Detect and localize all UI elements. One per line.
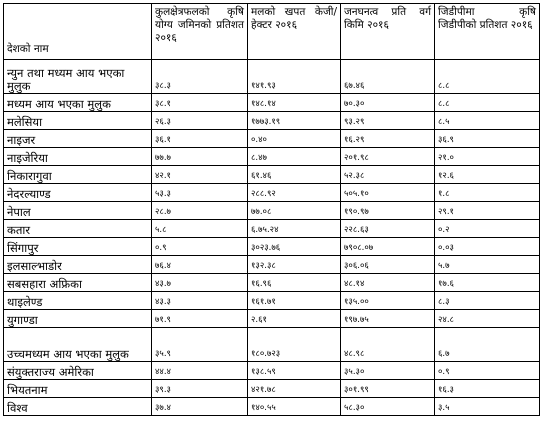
- agri-gdp-cell: ३६.९: [435, 130, 540, 148]
- country-cell: विश्व: [4, 398, 152, 416]
- arable-cell: ०.९: [152, 238, 248, 256]
- arable-cell: ३५.९: [152, 328, 248, 362]
- agri-gdp-cell: १६.३: [435, 380, 540, 398]
- agri-gdp-cell: २१.०: [435, 148, 540, 166]
- header-country: देशको नाम: [4, 4, 152, 60]
- density-cell: ५२.३८: [341, 166, 435, 184]
- table-row: [4, 94, 540, 112]
- table-row: [4, 380, 540, 398]
- table-row: [4, 398, 540, 416]
- agri-gdp-cell: ८.८: [435, 94, 540, 112]
- fertilizer-cell: १६.९६: [248, 274, 341, 292]
- country-cell: उच्चमध्यम आय भएका मुलुक: [4, 328, 152, 362]
- agri-gdp-cell: ८.३: [435, 292, 540, 310]
- table-row: [4, 292, 540, 310]
- header-agri-gdp: जिडीपीमा कृषि जिडीपीको प्रतिशत २०१६: [435, 4, 540, 60]
- fertilizer-cell: ६१.४६: [248, 166, 341, 184]
- arable-cell: ४३.७: [152, 274, 248, 292]
- header-density: जनघनत्व प्रति वर्ग किमि २०१६: [341, 4, 435, 60]
- table-row: [4, 148, 540, 166]
- agri-gdp-cell: १७.६: [435, 274, 540, 292]
- country-cell: नेपाल: [4, 202, 152, 220]
- arable-cell: ५३.३: [152, 184, 248, 202]
- table-row: [4, 328, 540, 362]
- table-row: [4, 256, 540, 274]
- agriculture-stats-table: [3, 3, 540, 416]
- agri-gdp-cell: ५.७: [435, 256, 540, 274]
- agri-gdp-cell: ०.२: [435, 220, 540, 238]
- fertilizer-cell: १८०.७२३: [248, 328, 341, 362]
- density-cell: ६७.४६: [341, 60, 435, 94]
- fertilizer-cell: १४१.९३: [248, 60, 341, 94]
- fertilizer-cell: ६.७५.२४: [248, 220, 341, 238]
- country-cell: सिंगापुर: [4, 238, 152, 256]
- fertilizer-cell: ७७.०८: [248, 202, 341, 220]
- arable-cell: २८.७: [152, 202, 248, 220]
- density-cell: ४८.१४: [341, 274, 435, 292]
- table-row: [4, 112, 540, 130]
- table-row: [4, 238, 540, 256]
- arable-cell: ७७.७: [152, 148, 248, 166]
- country-cell: निकारागुवा: [4, 166, 152, 184]
- country-cell: युगाण्डा: [4, 310, 152, 328]
- header-arable-land: कुलक्षेत्रफलको कृषि योग्य जमिनको प्रतिशत २०१६: [152, 4, 248, 60]
- country-cell: इलसाल्भाडोर: [4, 256, 152, 274]
- agri-gdp-cell: २४.८: [435, 310, 540, 328]
- density-cell: ५८.३०: [341, 398, 435, 416]
- density-cell: ५०५.१०: [341, 184, 435, 202]
- agri-gdp-cell: ६.७: [435, 328, 540, 362]
- country-cell: कतार: [4, 220, 152, 238]
- fertilizer-cell: १४८.१४: [248, 94, 341, 112]
- arable-cell: ३६.१: [152, 130, 248, 148]
- arable-cell: ४२.१: [152, 166, 248, 184]
- fertilizer-cell: १३८.५९: [248, 362, 341, 380]
- country-cell: भियतनाम: [4, 380, 152, 398]
- density-cell: १९७.७५: [341, 310, 435, 328]
- header-fertilizer: मलको खपत केजी/ हेक्टर २०१६: [248, 4, 341, 60]
- density-cell: ३०६.०६: [341, 256, 435, 274]
- density-cell: ७९०८.०७: [341, 238, 435, 256]
- fertilizer-cell: ८.४७: [248, 148, 341, 166]
- agri-gdp-cell: ०.९: [435, 362, 540, 380]
- agri-gdp-cell: २९.१: [435, 202, 540, 220]
- arable-cell: ३८.३: [152, 60, 248, 94]
- arable-cell: ४४.४: [152, 362, 248, 380]
- fertilizer-cell: १४०.५५: [248, 398, 341, 416]
- table-row: [4, 184, 540, 202]
- country-cell: मलेसिया: [4, 112, 152, 130]
- table-row: [4, 130, 540, 148]
- table-row: [4, 166, 540, 184]
- table-row: [4, 202, 540, 220]
- fertilizer-cell: ०.४०: [248, 130, 341, 148]
- agri-gdp-cell: ३.५: [435, 398, 540, 416]
- agri-gdp-cell: १.८: [435, 184, 540, 202]
- agri-gdp-cell: ८.५: [435, 112, 540, 130]
- fertilizer-cell: १६१.७१: [248, 292, 341, 310]
- density-cell: १९०.९७: [341, 202, 435, 220]
- arable-cell: ५.८: [152, 220, 248, 238]
- country-cell: मध्यम आय भएका मुलुक: [4, 94, 152, 112]
- fertilizer-cell: १३२.३८: [248, 256, 341, 274]
- density-cell: ३०१.९९: [341, 380, 435, 398]
- arable-cell: ७१.९: [152, 310, 248, 328]
- density-cell: २०१.९८: [341, 148, 435, 166]
- fertilizer-cell: २.६१: [248, 310, 341, 328]
- country-cell: नाइजर: [4, 130, 152, 148]
- fertilizer-cell: ४२१.७८: [248, 380, 341, 398]
- density-cell: १३५.००: [341, 292, 435, 310]
- density-cell: ९३.२९: [341, 112, 435, 130]
- country-cell: संयुक्तराज्य अमेरिका: [4, 362, 152, 380]
- table-row: [4, 362, 540, 380]
- country-cell: नाइजेरिया: [4, 148, 152, 166]
- fertilizer-cell: १७७३.१९: [248, 112, 341, 130]
- table-row: [4, 310, 540, 328]
- density-cell: ७०.३०: [341, 94, 435, 112]
- country-cell: न्युन तथा मध्यम आय भएका मुलुक: [4, 60, 152, 94]
- table-row: [4, 274, 540, 292]
- arable-cell: २६.३: [152, 112, 248, 130]
- country-cell: सबसहारा अफ्रिका: [4, 274, 152, 292]
- arable-cell: ४३.३: [152, 292, 248, 310]
- header-row: [4, 4, 540, 60]
- agri-gdp-cell: ८.८: [435, 60, 540, 94]
- fertilizer-cell: २८८.९२: [248, 184, 341, 202]
- arable-cell: ३७.४: [152, 398, 248, 416]
- density-cell: ४८.९८: [341, 328, 435, 362]
- table-row: [4, 220, 540, 238]
- density-cell: २२८.६३: [341, 220, 435, 238]
- density-cell: ३५.३०: [341, 362, 435, 380]
- arable-cell: ३८.१: [152, 94, 248, 112]
- arable-cell: ७६.४: [152, 256, 248, 274]
- country-cell: थाइलेण्ड: [4, 292, 152, 310]
- table-row: [4, 60, 540, 94]
- country-cell: नेदरल्याण्ड: [4, 184, 152, 202]
- density-cell: १६.२९: [341, 130, 435, 148]
- agri-gdp-cell: १२.६: [435, 166, 540, 184]
- agri-gdp-cell: ०.०३: [435, 238, 540, 256]
- arable-cell: ३९.३: [152, 380, 248, 398]
- fertilizer-cell: ३०२३.७६: [248, 238, 341, 256]
